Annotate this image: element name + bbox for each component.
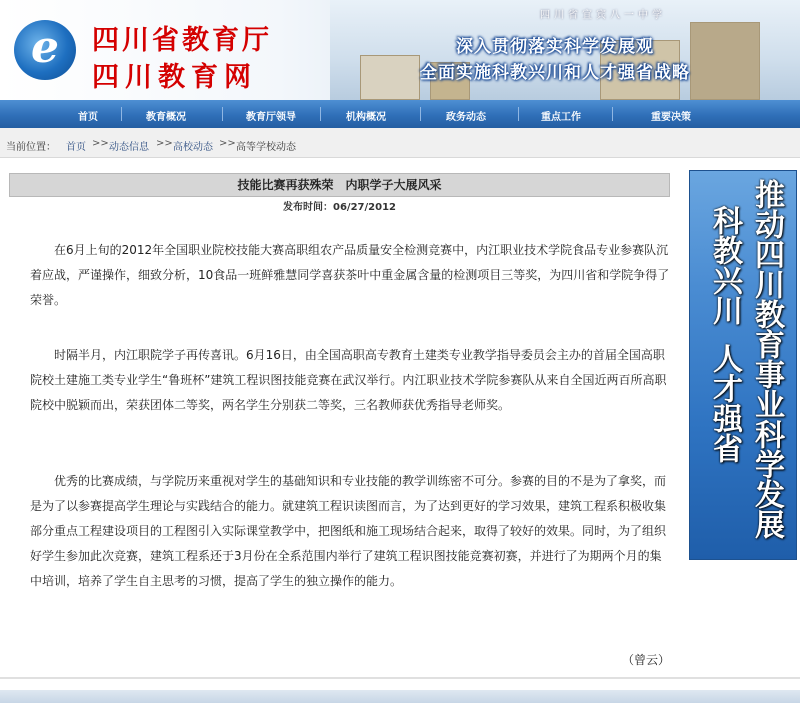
main-nav bbox=[0, 100, 800, 128]
nav-item-institutions[interactable]: 机构概况 bbox=[346, 112, 386, 123]
publish-date bbox=[9, 198, 670, 213]
footer-divider bbox=[0, 677, 800, 679]
nav-item-news[interactable]: 政务动态 bbox=[446, 112, 486, 123]
nav-item-overview[interactable]: 教育概况 bbox=[146, 112, 186, 123]
breadcrumb-separator: >> bbox=[219, 138, 236, 149]
side-banner-line2 bbox=[702, 205, 746, 555]
nav-item-home[interactable]: 首页 bbox=[78, 112, 98, 123]
breadcrumb-separator: >> bbox=[92, 138, 109, 149]
school-caption: 四川省宜宾八一中学 bbox=[540, 10, 666, 21]
site-title-line2: 四川教育网 bbox=[92, 62, 257, 93]
article-title: 技能比赛再获殊荣 内职学子大展风采 bbox=[9, 173, 670, 197]
banner-building bbox=[690, 22, 760, 100]
side-banner-line2b: 人才强省 bbox=[707, 343, 742, 463]
nav-separator bbox=[612, 107, 613, 121]
breadcrumb-college-news[interactable]: 高校动态 bbox=[173, 142, 213, 153]
nav-separator bbox=[121, 107, 122, 121]
breadcrumb-home[interactable]: 首页 bbox=[66, 142, 86, 153]
nav-separator bbox=[518, 107, 519, 121]
breadcrumb-separator: >> bbox=[156, 138, 173, 149]
header-banner bbox=[0, 0, 800, 100]
publish-date-label: 发布时间： bbox=[283, 202, 334, 213]
breadcrumb-dynamic-info[interactable]: 动态信息 bbox=[109, 142, 149, 153]
side-banner-line1: 推动四川教育事业科学发展 bbox=[749, 179, 784, 539]
article-paragraph: 优秀的比赛成绩，与学院历来重视对学生的基础知识和专业技能的教学训练密不可分。参赛的目的不是为了拿奖，而是为了以参赛提高学生理论与实践结合的能力。就建筑工程识读图而言，为了达到更好的学习效果，建筑工程系积极收集部分重点工程建设项目的工程图引入实际课堂教学中，把图纸和施工现场结合起来，取得了较好的效果。同时，为了组织好学生参加此次竞赛，建筑工程系还于3月份在全系范围内举行了建筑工程识图技能竞赛初赛，并进行了为期两个月的集中培训，培养了学生自主思考的习惯，提高了学生的独立操作的能力。 bbox=[30, 474, 667, 588]
nav-separator bbox=[420, 107, 421, 121]
breadcrumb bbox=[0, 128, 800, 158]
site-logo-icon[interactable]: e bbox=[14, 20, 76, 80]
nav-separator bbox=[320, 107, 321, 121]
breadcrumb-prefix: 当前位置： bbox=[6, 142, 56, 153]
nav-item-key-work[interactable]: 重点工作 bbox=[541, 112, 581, 123]
banner-building bbox=[360, 55, 420, 100]
slogan-line2: 全面实施科教兴川和人才强省战略 bbox=[420, 63, 690, 83]
breadcrumb-current: 高等学校动态 bbox=[236, 142, 296, 153]
side-banner-line2a: 科教兴川 bbox=[707, 205, 742, 325]
article-paragraph: 在6月上旬的2012年全国职业院校技能大赛高职组农产品质量安全检测竞赛中，内江职业技术学院食品专业参赛队沉着应战，严谨操作，细致分析，10食品一班鲜雅慧同学喜获茶叶中重金属含量的检测项目三等奖，为四川省和学院争得了荣誉。 bbox=[30, 243, 670, 307]
side-banner[interactable] bbox=[689, 170, 797, 560]
footer-bar bbox=[0, 690, 800, 703]
slogan-line1: 深入贯彻落实科学发展观 bbox=[456, 37, 654, 57]
article-paragraph: 时隔半月，内江职院学子再传喜讯。6月16日，由全国高职高专教育土建类专业教学指导委员会主办的首届全国高职院校土建施工类专业学生“鲁班杯”建筑工程识图技能竞赛在武汉举行。内江职业技术学院参赛队从来自全国近两百所高职院校中脱颖而出，荣获团体二等奖，两名学生分别获二等奖，三名教师获优秀指导老师奖。 bbox=[30, 348, 667, 412]
nav-item-leaders[interactable]: 教育厅领导 bbox=[246, 112, 296, 123]
nav-item-decisions[interactable]: 重要决策 bbox=[651, 112, 691, 123]
publish-date-value: 06/27/2012 bbox=[333, 202, 396, 213]
site-title-line1: 四川省教育厅 bbox=[92, 25, 272, 56]
nav-separator bbox=[222, 107, 223, 121]
article-author: （曾云） bbox=[622, 653, 671, 667]
